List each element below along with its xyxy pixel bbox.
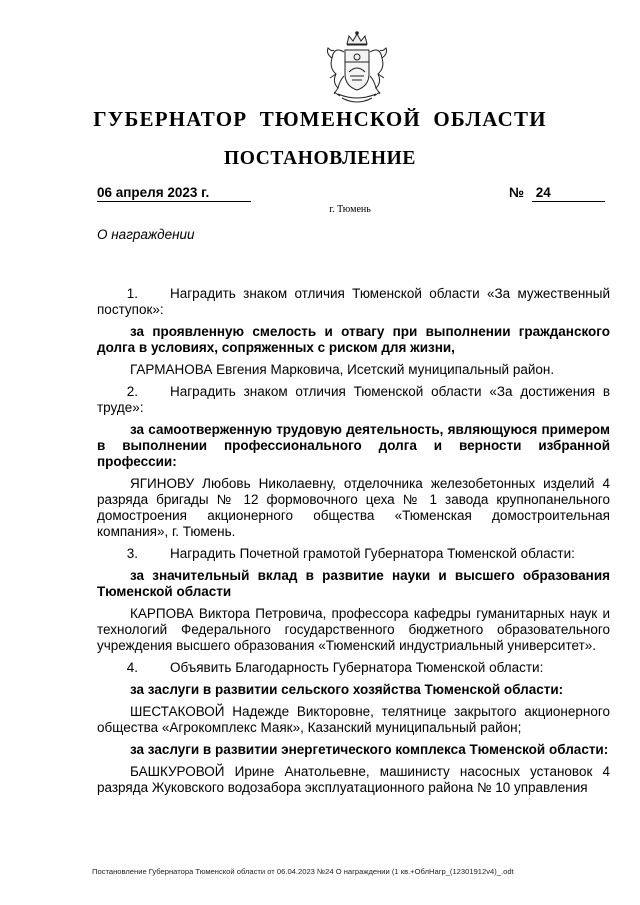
document-type: ПОСТАНОВЛЕНИЕ — [223, 148, 417, 169]
paragraph-4-number: 4. — [126, 660, 138, 675]
paragraph-1 — [97, 286, 610, 318]
document-body — [97, 286, 610, 802]
page-title: ГУБЕРНАТОР ТЮМЕНСКОЙ ОБЛАСТИ — [93, 107, 547, 131]
document-number-value: 24 — [535, 185, 551, 200]
paragraph-4 — [97, 660, 610, 676]
paragraph-3 — [97, 546, 610, 562]
paragraph-3-number: 3. — [126, 546, 138, 561]
paragraph-1-reason: за проявленную смелость и отвагу при выполнении гражданского долга в условиях, сопряженных с риском для жизни, — [97, 324, 610, 355]
paragraph-2-person: ЯГИНОВУ Любовь Николаевну, отделочника железобетонных изделий 4 разряда бригады № 12 формовочного цеха № 1 завода крупнопанельного домостроения акционерного общества «Тюменская домостроительная компания», г. Тюмень. — [97, 476, 610, 539]
paragraph-4-reason-1: за заслуги в развитии сельского хозяйства Тюменской области: — [130, 682, 564, 697]
paragraph-2-number: 2. — [126, 384, 138, 399]
paragraph-2-text: Наградить знаком отличия Тюменской области «За достижения в труде»: — [97, 384, 610, 415]
paragraph-1-number: 1. — [126, 286, 138, 301]
paragraph-3-person: КАРПОВА Виктора Петровича, профессора кафедры гуманитарных наук и технологий Федерального государственного бюджетного образовательного учреждения высшего образования «Тюменский индустриальный университет». — [97, 606, 610, 653]
number-label: № — [509, 185, 525, 200]
paragraph-3-reason: за значительный вклад в развитие науки и высшего образования Тюменской области — [97, 568, 610, 599]
paragraph-2-reason: за самоотверженную трудовую деятельность, являющуюся примером в выполнении профессионального долга и верности избранной профессии: — [97, 422, 610, 469]
paragraph-2 — [97, 384, 610, 416]
document-city: г. Тюмень — [329, 204, 371, 215]
page-footer: Постановление Губернатора Тюменской области от 06.04.2023 №24 О награждении (1 кв.+ОблНагр_(12301912v4)_.odt — [92, 867, 514, 876]
paragraph-4-text: Объявить Благодарность Губернатора Тюменской области: — [170, 660, 544, 675]
coat-of-arms-icon — [316, 28, 398, 110]
document-number — [532, 184, 605, 202]
paragraph-1-person: ГАРМАНОВА Евгения Марковича, Исетский муниципальный район. — [130, 362, 555, 377]
document-date: 06 апреля 2023 г. — [97, 184, 251, 202]
paragraph-4-person-2: БАШКУРОВОЙ Ирине Анатольевне, машинисту насосных установок 4 разряда Жуковского водозабора эксплуатационного района № 10 управления — [97, 764, 610, 795]
paragraph-3-text: Наградить Почетной грамотой Губернатора Тюменской области: — [170, 546, 575, 561]
paragraph-4-person-1: ШЕСТАКОВОЙ Надежде Викторовне, телятнице закрытого акционерного общества «Агрокомплекс Маяк», Казанский муниципальный район; — [97, 704, 610, 735]
document-subject: О награждении — [97, 227, 195, 242]
paragraph-1-text: Наградить знаком отличия Тюменской области «За мужественный поступок»: — [97, 286, 610, 317]
paragraph-4-reason-2: за заслуги в развитии энергетического комплекса Тюменской области: — [130, 742, 609, 757]
